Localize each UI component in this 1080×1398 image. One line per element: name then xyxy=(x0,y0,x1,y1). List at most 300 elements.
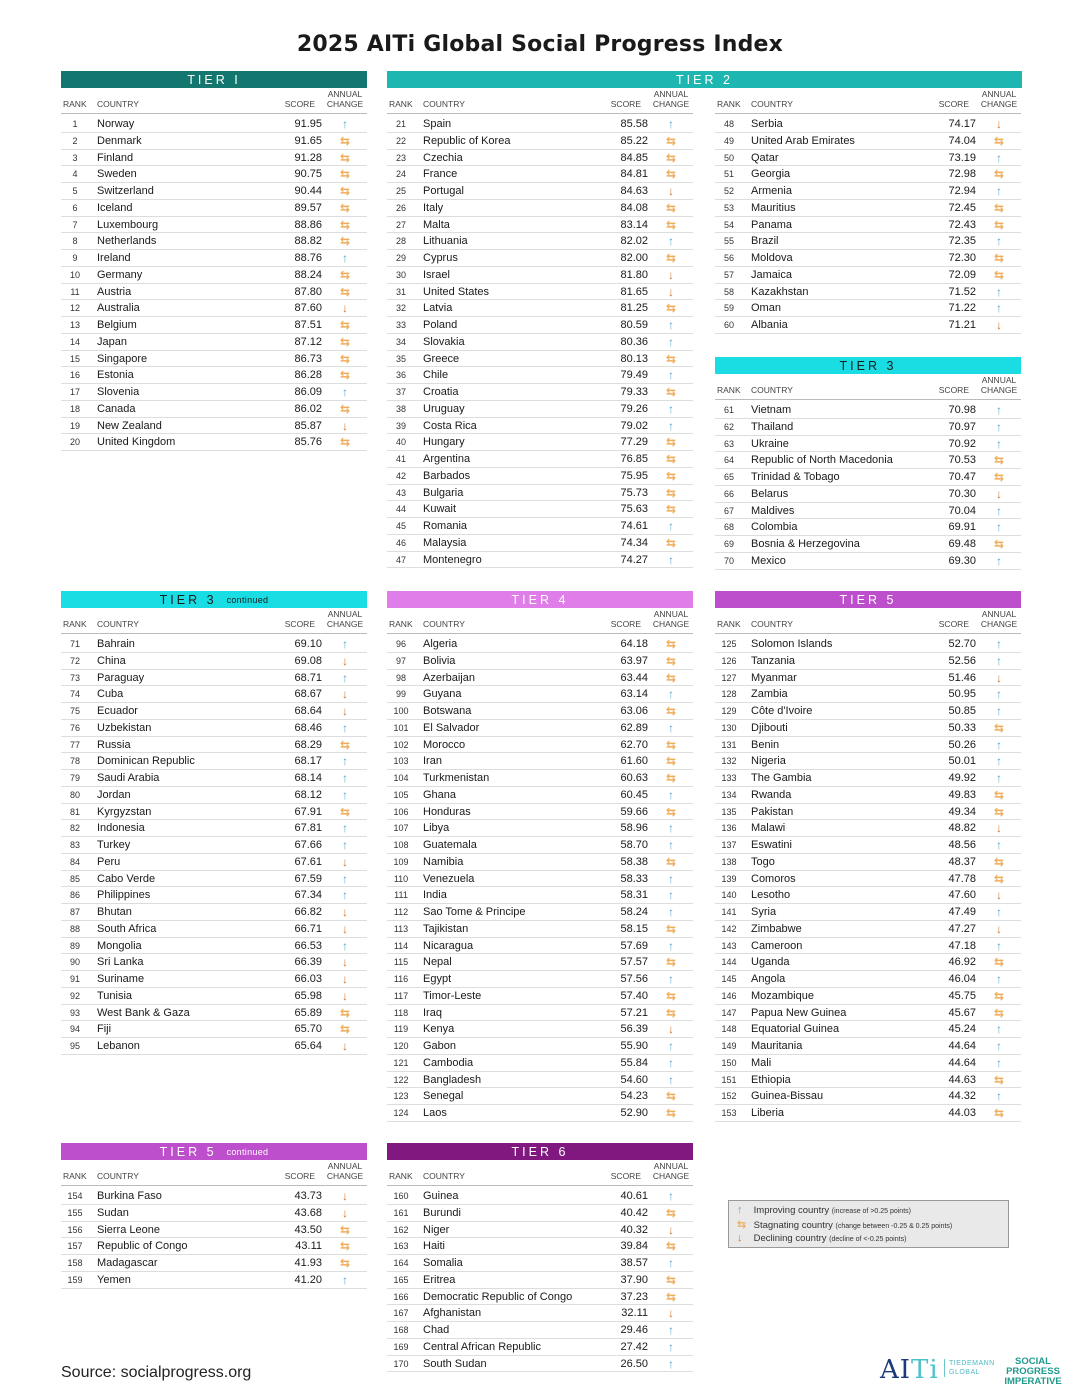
rank-cell: 116 xyxy=(393,974,409,984)
arrow-swap-icon: ⇆ xyxy=(665,771,677,785)
table-row xyxy=(387,938,693,955)
rank-header: RANK xyxy=(717,619,741,629)
rank-cell: 70 xyxy=(723,555,734,566)
score-cell: 72.94 xyxy=(948,185,976,197)
rank-cell: 126 xyxy=(721,655,737,666)
score-cell: 54.23 xyxy=(620,1090,648,1103)
tier-label: TIER 5 xyxy=(839,592,897,607)
score-cell: 69.91 xyxy=(948,521,976,534)
score-cell: 62.70 xyxy=(620,738,648,751)
country-cell: United Arab Emirates xyxy=(751,134,855,147)
arrow-up-icon: ↑ xyxy=(996,284,1002,299)
country-cell: Bulgaria xyxy=(423,486,464,499)
rank-cell: 85 xyxy=(69,873,80,884)
country-cell: Senegal xyxy=(423,1090,464,1103)
table-row xyxy=(715,183,1021,200)
rank-cell: 148 xyxy=(721,1024,737,1035)
rank-cell: 106 xyxy=(393,806,409,817)
score-cell: 26.50 xyxy=(620,1357,648,1370)
table-row xyxy=(387,1088,693,1105)
rank-cell: 56 xyxy=(723,253,734,263)
country-cell: Vietnam xyxy=(751,404,792,416)
country-cell: Angola xyxy=(751,973,786,985)
table-header xyxy=(61,1160,367,1186)
table-row xyxy=(715,536,1021,553)
score-cell: 90.75 xyxy=(294,168,322,181)
country-cell: Norway xyxy=(97,118,135,130)
arrow-down-icon: ↓ xyxy=(996,821,1002,836)
arrow-swap-icon: ⇆ xyxy=(993,720,1005,735)
arrow-down-icon: ↓ xyxy=(668,184,674,198)
table-row xyxy=(61,233,367,250)
score-cell: 79.02 xyxy=(620,419,648,432)
table-header xyxy=(715,88,1021,114)
country-cell: Poland xyxy=(423,319,458,331)
country-cell: Nicaragua xyxy=(423,939,474,952)
country-cell: Iraq xyxy=(423,1006,442,1019)
legend-item-stagnating xyxy=(737,1218,1000,1232)
table-row xyxy=(61,1255,367,1272)
annual-change-header: ANNUAL CHANGE xyxy=(652,1161,690,1181)
rank-cell: 42 xyxy=(395,470,406,481)
table-row xyxy=(387,1105,693,1122)
country-cell: Bolivia xyxy=(423,654,456,667)
score-cell: 48.56 xyxy=(948,839,976,851)
score-cell: 43.73 xyxy=(294,1190,322,1202)
table-row xyxy=(387,770,693,787)
arrow-up-icon: ↑ xyxy=(668,1256,674,1270)
table-row xyxy=(387,1305,693,1322)
country-cell: Belgium xyxy=(97,319,137,331)
score-cell: 68.12 xyxy=(294,788,322,801)
country-cell: Maldives xyxy=(751,504,795,517)
annual-change-header: ANNUAL CHANGE xyxy=(326,1161,364,1181)
score-cell: 67.34 xyxy=(294,889,322,902)
country-cell: Nigeria xyxy=(751,755,786,768)
arrow-swap-icon: ⇆ xyxy=(339,1022,351,1037)
country-cell: Solomon Islands xyxy=(751,638,833,650)
rank-cell: 66 xyxy=(723,488,734,499)
country-cell: Afghanistan xyxy=(423,1307,482,1320)
rank-cell: 71 xyxy=(69,639,80,649)
table-row xyxy=(387,737,693,754)
rank-cell: 91 xyxy=(69,974,80,984)
country-cell: Slovakia xyxy=(423,335,465,348)
rank-cell: 82 xyxy=(69,823,80,834)
table-row xyxy=(61,150,367,167)
country-cell: Germany xyxy=(97,268,143,281)
country-cell: El Salvador xyxy=(423,721,480,734)
rank-cell: 94 xyxy=(69,1024,80,1035)
country-cell: Laos xyxy=(423,1107,447,1119)
arrow-up-icon: ↑ xyxy=(996,905,1002,919)
score-cell: 68.71 xyxy=(294,671,322,684)
arrow-up-icon: ↑ xyxy=(996,503,1002,518)
arrow-down-icon: ↓ xyxy=(996,888,1002,903)
score-header: SCORE xyxy=(284,99,315,109)
country-cell: Syria xyxy=(751,906,777,918)
arrow-up-icon: ↑ xyxy=(996,1055,1002,1070)
table-row xyxy=(61,954,367,971)
country-cell: Singapore xyxy=(97,352,148,365)
score-cell: 86.02 xyxy=(294,402,322,415)
score-cell: 85.58 xyxy=(620,118,648,130)
country-cell: Bahrain xyxy=(97,638,135,650)
score-cell: 91.28 xyxy=(294,151,322,164)
score-cell: 62.89 xyxy=(620,721,648,734)
table-row xyxy=(387,887,693,904)
score-cell: 52.70 xyxy=(948,638,976,650)
score-cell: 71.22 xyxy=(948,302,976,315)
country-cell: Bhutan xyxy=(97,906,132,918)
rank-cell: 115 xyxy=(393,957,409,968)
annual-change-header: ANNUAL CHANGE xyxy=(652,89,690,109)
rank-cell: 150 xyxy=(721,1057,737,1068)
arrow-swap-icon: ⇆ xyxy=(339,351,351,366)
table-row xyxy=(387,552,693,569)
rank-cell: 156 xyxy=(67,1224,83,1235)
arrow-up-icon: ↑ xyxy=(996,653,1002,668)
table-row xyxy=(715,871,1021,888)
rank-cell: 47 xyxy=(395,554,406,565)
score-cell: 65.89 xyxy=(294,1006,322,1019)
arrow-swap-icon: ⇆ xyxy=(339,368,351,383)
score-cell: 68.17 xyxy=(294,755,322,768)
country-cell: Tanzania xyxy=(751,654,796,667)
rank-cell: 49 xyxy=(723,135,734,146)
table-row xyxy=(715,1055,1021,1072)
country-cell: Guinea xyxy=(423,1190,459,1202)
tier-block-t5a xyxy=(715,591,1021,1122)
country-cell: Mozambique xyxy=(751,989,814,1002)
arrow-up-icon: ↑ xyxy=(996,754,1002,769)
arrow-swap-icon: ⇆ xyxy=(993,1005,1005,1020)
country-cell: Eswatini xyxy=(751,839,792,851)
country-cell: Rwanda xyxy=(751,788,792,801)
arrow-swap-icon: ⇆ xyxy=(339,1222,351,1237)
country-cell: Austria xyxy=(97,285,132,298)
rank-cell: 81 xyxy=(69,806,80,817)
arrow-up-icon: ↑ xyxy=(342,771,348,785)
score-cell: 32.11 xyxy=(621,1307,648,1320)
table-header xyxy=(61,608,367,634)
arrow-up-icon: ↑ xyxy=(342,117,348,131)
annual-change-header: ANNUAL CHANGE xyxy=(326,89,364,109)
rank-cell: 13 xyxy=(69,320,80,330)
table-row xyxy=(387,988,693,1005)
rank-cell: 76 xyxy=(69,722,80,733)
score-cell: 72.43 xyxy=(948,218,976,231)
rank-cell: 23 xyxy=(395,152,406,163)
country-cell: Côte d'Ivoire xyxy=(751,705,813,717)
table-row xyxy=(387,1255,693,1272)
score-cell: 66.39 xyxy=(294,956,322,969)
rank-cell: 38 xyxy=(395,403,406,414)
rank-cell: 52 xyxy=(723,186,734,196)
rank-cell: 54 xyxy=(723,219,734,230)
table-row xyxy=(715,1021,1021,1038)
tier-banner xyxy=(61,71,367,88)
score-cell: 74.34 xyxy=(620,536,648,549)
country-cell: Denmark xyxy=(97,134,142,147)
arrow-up-icon: ↑ xyxy=(668,234,674,249)
arrow-up-icon: ↑ xyxy=(342,754,348,769)
arrow-swap-icon: ⇆ xyxy=(993,537,1005,551)
arrow-down-icon: ↓ xyxy=(342,301,348,316)
score-cell: 72.98 xyxy=(948,168,976,181)
rank-cell: 64 xyxy=(723,455,734,466)
table-header xyxy=(715,374,1021,400)
aiti-logo: AITi xyxy=(880,1355,939,1385)
table-row xyxy=(715,1105,1021,1122)
table-row xyxy=(387,670,693,687)
score-cell: 80.59 xyxy=(620,319,648,331)
country-cell: Estonia xyxy=(97,369,134,382)
rank-cell: 75 xyxy=(69,706,80,716)
arrow-swap-icon: ⇆ xyxy=(993,854,1005,869)
score-cell: 49.83 xyxy=(948,788,976,801)
table-row xyxy=(61,1021,367,1038)
country-cell: United States xyxy=(423,285,490,298)
arrow-up-icon: ↑ xyxy=(668,519,674,533)
arrow-up-icon: ↑ xyxy=(996,737,1002,752)
table-row xyxy=(61,670,367,687)
table-row xyxy=(387,804,693,821)
score-cell: 39.84 xyxy=(620,1240,648,1253)
country-cell: Namibia xyxy=(423,855,464,868)
rank-cell: 39 xyxy=(395,420,406,431)
arrow-swap-icon: ⇆ xyxy=(665,351,677,366)
rank-cell: 61 xyxy=(723,405,734,415)
score-cell: 71.21 xyxy=(948,319,976,331)
rank-cell: 147 xyxy=(721,1007,737,1018)
country-cell: United Kingdom xyxy=(97,436,176,449)
country-cell: Moldova xyxy=(751,252,793,264)
rank-cell: 110 xyxy=(393,873,409,884)
tier-continued-label: continued xyxy=(226,1146,269,1157)
rank-header: RANK xyxy=(389,619,413,629)
country-cell: Pakistan xyxy=(751,805,794,818)
rank-cell: 167 xyxy=(393,1308,409,1319)
arrow-swap-icon: ⇆ xyxy=(993,217,1005,232)
score-cell: 50.95 xyxy=(948,688,976,701)
arrow-swap-icon: ⇆ xyxy=(665,133,677,148)
score-cell: 27.42 xyxy=(620,1340,648,1353)
table-row xyxy=(387,468,693,485)
arrow-down-icon: ↓ xyxy=(342,1205,348,1220)
country-cell: Ecuador xyxy=(97,705,138,717)
rank-cell: 8 xyxy=(72,236,78,247)
country-cell: Iran xyxy=(423,755,442,768)
rank-cell: 134 xyxy=(721,789,737,800)
arrow-swap-icon: ⇆ xyxy=(665,637,677,651)
arrow-down-icon: ↓ xyxy=(342,1039,348,1053)
rank-cell: 24 xyxy=(395,169,406,180)
rank-cell: 153 xyxy=(721,1108,737,1118)
country-cell: Costa Rica xyxy=(423,419,477,432)
score-cell: 76.85 xyxy=(620,453,648,465)
country-cell: Indonesia xyxy=(97,822,145,835)
rank-cell: 169 xyxy=(393,1341,409,1352)
country-cell: Haiti xyxy=(423,1240,446,1253)
table-row xyxy=(61,401,367,418)
rank-cell: 31 xyxy=(395,286,406,297)
score-cell: 47.78 xyxy=(948,872,976,885)
rank-cell: 46 xyxy=(395,537,406,548)
score-cell: 51.46 xyxy=(948,671,976,684)
country-cell: Brazil xyxy=(751,235,779,248)
table-row xyxy=(387,518,693,535)
rank-cell: 41 xyxy=(395,454,406,464)
tiedemann-global-logo: TIEDEMANN GLOBAL xyxy=(944,1359,990,1377)
arrow-swap-icon: ⇆ xyxy=(339,217,351,232)
table-row xyxy=(387,434,693,451)
arrow-swap-icon: ⇆ xyxy=(665,737,677,752)
table-row xyxy=(61,854,367,871)
arrow-up-icon: ↑ xyxy=(668,318,674,332)
arrow-swap-icon: ⇆ xyxy=(993,955,1005,970)
rank-cell: 93 xyxy=(69,1007,80,1018)
table-row xyxy=(715,686,1021,703)
rank-cell: 137 xyxy=(721,840,737,850)
country-cell: Malawi xyxy=(751,822,786,835)
table-row xyxy=(715,720,1021,737)
rank-cell: 78 xyxy=(69,756,80,767)
rank-cell: 127 xyxy=(721,672,737,683)
score-cell: 79.49 xyxy=(620,369,648,382)
table-row xyxy=(387,1205,693,1222)
country-cell: Finland xyxy=(97,151,134,164)
table-row xyxy=(387,1072,693,1089)
table-row xyxy=(715,217,1021,234)
score-cell: 67.66 xyxy=(294,839,322,851)
arrow-up-icon: ↑ xyxy=(668,905,674,919)
tier-label: TIER 6 xyxy=(511,1144,569,1159)
arrow-swap-icon: ⇆ xyxy=(665,804,677,819)
country-cell: Luxembourg xyxy=(97,218,159,231)
score-cell: 66.71 xyxy=(294,922,322,935)
arrow-down-icon: ↓ xyxy=(996,921,1002,936)
score-cell: 69.10 xyxy=(294,638,322,650)
country-cell: Equatorial Guinea xyxy=(751,1023,840,1036)
rank-cell: 36 xyxy=(395,370,406,381)
arrow-swap-icon: ⇆ xyxy=(665,1005,677,1020)
table-row xyxy=(387,1188,693,1205)
country-cell: Liberia xyxy=(751,1107,785,1119)
country-cell: Thailand xyxy=(751,420,794,433)
score-cell: 43.68 xyxy=(294,1206,322,1219)
country-header: COUNTRY xyxy=(97,1171,139,1181)
table-row xyxy=(61,1222,367,1239)
country-cell: Benin xyxy=(751,738,780,751)
table-row xyxy=(387,317,693,334)
score-cell: 66.53 xyxy=(294,939,322,952)
table-row xyxy=(387,1222,693,1239)
table-row xyxy=(715,519,1021,536)
arrow-up-icon: ↑ xyxy=(668,888,674,903)
rank-cell: 124 xyxy=(393,1108,409,1118)
score-cell: 58.96 xyxy=(620,822,648,835)
table-header xyxy=(61,88,367,114)
rank-cell: 140 xyxy=(721,890,737,901)
score-cell: 46.92 xyxy=(948,956,976,969)
country-cell: Republic of North Macedonia xyxy=(751,454,893,467)
score-cell: 63.14 xyxy=(620,688,648,701)
table-row xyxy=(61,434,367,451)
table-row xyxy=(61,753,367,770)
table-row xyxy=(387,1289,693,1306)
arrow-down-icon: ↓ xyxy=(342,972,348,986)
table-row xyxy=(387,871,693,888)
table-row xyxy=(387,653,693,670)
country-cell: India xyxy=(423,889,447,902)
arrow-up-icon: ↑ xyxy=(996,184,1002,198)
score-cell: 58.33 xyxy=(620,872,648,885)
country-cell: Republic of Korea xyxy=(423,134,511,147)
rank-header: RANK xyxy=(389,99,413,109)
arrow-up-icon: ↑ xyxy=(668,1072,674,1087)
score-cell: 52.56 xyxy=(948,654,976,667)
rank-cell: 157 xyxy=(67,1241,83,1252)
table-row xyxy=(61,418,367,435)
country-cell: Cuba xyxy=(97,688,124,701)
table-row xyxy=(387,133,693,150)
score-cell: 88.76 xyxy=(294,252,322,264)
score-cell: 48.37 xyxy=(948,855,976,868)
table-row xyxy=(715,954,1021,971)
rank-cell: 146 xyxy=(721,990,737,1001)
score-header: SCORE xyxy=(610,619,641,629)
arrow-down-icon: ↓ xyxy=(668,1022,674,1037)
arrow-swap-icon: ⇆ xyxy=(665,301,677,316)
rank-cell: 51 xyxy=(723,169,734,180)
legend-note: (change between -0.25 & 0.25 points) xyxy=(835,1223,953,1230)
arrow-up-icon: ↑ xyxy=(996,687,1002,702)
score-cell: 47.49 xyxy=(948,906,976,918)
rank-cell: 27 xyxy=(395,219,406,230)
rank-cell: 67 xyxy=(723,505,734,516)
rank-cell: 122 xyxy=(393,1074,409,1085)
tier-banner xyxy=(715,357,1021,374)
table-row xyxy=(387,837,693,854)
arrow-up-icon: ↑ xyxy=(668,1039,674,1053)
score-header: SCORE xyxy=(610,99,641,109)
annual-change-header: ANNUAL CHANGE xyxy=(980,375,1018,395)
country-cell: Uruguay xyxy=(423,402,465,415)
score-cell: 55.90 xyxy=(620,1040,648,1052)
arrow-up-icon: ↑ xyxy=(668,117,674,131)
table-row xyxy=(715,1072,1021,1089)
country-cell: Uzbekistan xyxy=(97,721,152,734)
arrow-up-icon: ↑ xyxy=(668,938,674,953)
score-cell: 61.60 xyxy=(620,755,648,768)
table-row xyxy=(61,720,367,737)
country-cell: Cameroon xyxy=(751,939,803,952)
arrow-up-icon: ↑ xyxy=(668,687,674,702)
rank-cell: 168 xyxy=(393,1325,409,1335)
score-cell: 70.98 xyxy=(948,404,976,416)
score-cell: 69.30 xyxy=(948,554,976,567)
table-row xyxy=(61,820,367,837)
country-cell: Belarus xyxy=(751,487,789,500)
table-row xyxy=(61,787,367,804)
score-cell: 83.14 xyxy=(620,218,648,231)
table-row xyxy=(61,183,367,200)
table-row xyxy=(61,384,367,401)
table-row xyxy=(387,1021,693,1038)
annual-change-header: ANNUAL CHANGE xyxy=(980,609,1018,629)
table-row xyxy=(387,334,693,351)
